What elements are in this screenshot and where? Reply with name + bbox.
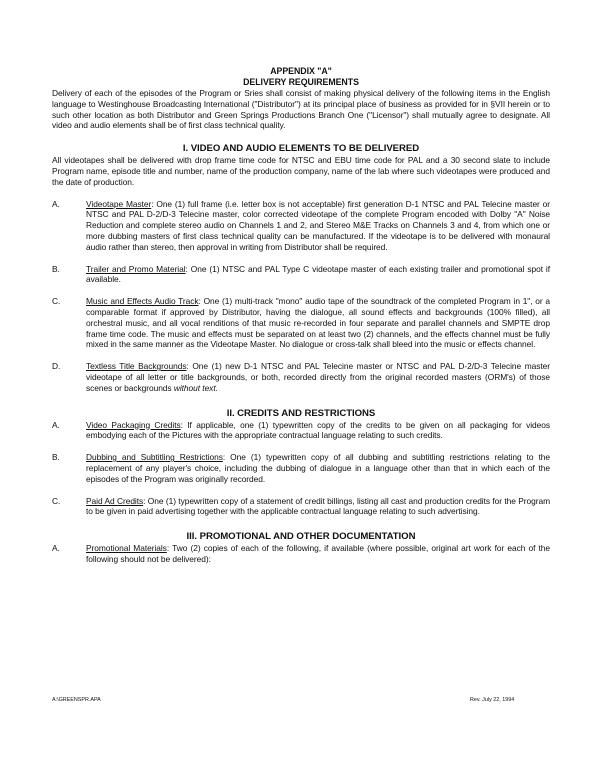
item-text: : One (1) typewritten copy of a statement of credit billings, listing all cast and production credits for the Program to be given in paid advertising together with the applicable contractual language relating to such advertising.	[86, 495, 550, 517]
item-1d	[52, 361, 550, 393]
section-1-intro: All videotapes shall be delivered with drop frame time code for NTSC and EBU time code for PAL and a 30 second slate to include Program name, episode title and number, name of the production company, name of the lab where such videotapes were produced and the date of production.	[52, 155, 550, 187]
item-heading: Textless Title Backgrounds	[86, 361, 187, 372]
footer-filename: A:\GREENSPR.APA	[52, 697, 101, 703]
item-text: : One (1) multi-track "mono" audio tape of the soundtrack of the completed Program in 1", or a comparable format if approved by Distributor, having the dialogue, all sound effects and backgrounds (100% filled), all orchestral music, and all vocal renditions of that music re-recorded in four separate and parallel channels and SMPTE drop frame time code. The music and effects must be separated on at least two (2) channels, and the effects channel must be fully mixed in the same manner as the Videotape Master. No dialogue or cross-talk shall bleed into the music or effects channel.	[86, 296, 550, 350]
item-heading: Trailer and Promo Material	[86, 263, 186, 274]
item-heading: Paid Ad Credits	[86, 495, 144, 506]
section-3-items	[52, 543, 550, 565]
item-letter: C.	[52, 296, 61, 307]
item-text: : One (1) typewritten copy of all dubbing and subtitling restrictions relating to the replacement of any player's choice, including the dubbing of dialogue in a language other than that in which each of the episodes of the Program was originally recorded.	[86, 452, 550, 484]
item-1a	[52, 199, 550, 253]
section-1-title: I. VIDEO AND AUDIO ELEMENTS TO BE DELIVERED	[182, 143, 420, 155]
section-2-items	[52, 420, 550, 518]
item-text: : If applicable, one (1) typewritten copy of the credits to be given on all packaging for videos embodying each of the Pictures with the appropriate contractual language relating to such credits.	[86, 419, 550, 441]
item-letter: A.	[52, 419, 60, 430]
item-2b	[52, 452, 550, 484]
item-heading: Video Packaging Credits	[86, 419, 181, 430]
section-2-title: II. CREDITS AND RESTRICTIONS	[226, 407, 376, 419]
item-letter: C.	[52, 495, 61, 506]
item-letter: A.	[52, 198, 60, 209]
item-heading: Promotional Materials	[86, 543, 167, 554]
item-2c	[52, 496, 550, 518]
item-letter: B.	[52, 263, 60, 274]
item-1c	[52, 296, 550, 350]
item-text: : Two (2) copies of each of the following, if available (where possible, original art work for each of the following should not be delivered):	[86, 543, 550, 564]
item-text: : One (1) NTSC and PAL Type C videotape master of each existing trailer and promotional spot if available.	[86, 263, 550, 285]
item-letter: B.	[52, 452, 60, 463]
footer-revision-date: Rev. July 22, 1994	[470, 697, 515, 703]
item-heading: Dubbing and Subtitling Restrictions	[86, 452, 223, 463]
item-text: : One (1) new D-1 NTSC and PAL Telecine master or NTSC and PAL D-2/D-3 Telecine master videotape of all letter or title backgrounds, or both, recorded directly from the original recorded masters (ORM's) of those scenes or backgrounds	[86, 361, 550, 393]
section-1-items	[52, 199, 550, 394]
item-letter: D.	[52, 361, 61, 372]
item-2a	[52, 420, 550, 442]
appendix-label: APPENDIX "A"	[270, 66, 332, 76]
item-heading: Music and Effects Audio Track	[86, 296, 199, 307]
item-3a	[52, 543, 550, 565]
item-text: : One (1) full frame (i.e. letter box is not acceptable) first generation D-1 NTSC and PAL Telecine master or NTSC and PAL D-2/D-3 Telecine master, color corrected videotape of the complete Program encoded with Dolby "A" Noise Reduction and complete stereo audio on Channels 1 and 2, and Stereo M&E Tracks on Channels 3 and 4, from which one or more dubbing masters of first class technical quality can be manufactured. If the videotape is to be delivered with monaural audio rather than stereo, then approval in writing from Distributor shall be required.	[86, 198, 550, 252]
document-title: DELIVERY REQUIREMENTS	[243, 77, 359, 87]
intro-paragraph: Delivery of each of the episodes of the Program or Sries shall consist of making physical delivery of the following items in the English language to Westinghouse Broadcasting International ("Distributor") at its principal place of business as provided for in §VII herein or to such other location as both Distributor and Green Springs Productions Branch One ("Licensor") shall mutually agree to designate. All video and audio elements shall be of first class technical quality.	[52, 88, 550, 131]
item-heading: Videotape Master	[86, 198, 152, 209]
item-1b	[52, 264, 550, 286]
section-3-title: III. PROMOTIONAL AND OTHER DOCUMENTATION	[186, 531, 416, 543]
item-italic-text: without text.	[173, 382, 218, 393]
item-letter: A.	[52, 543, 60, 554]
